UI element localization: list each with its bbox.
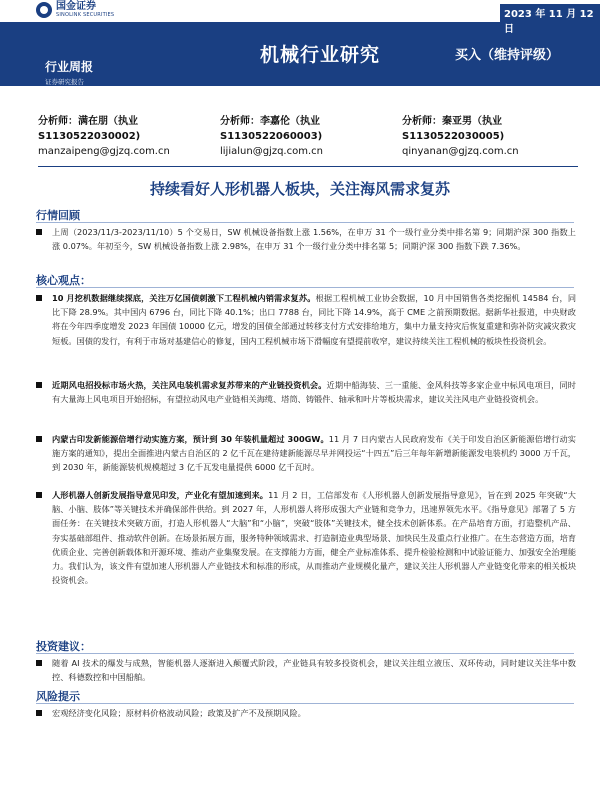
- square-bullet-icon: [36, 706, 42, 720]
- analyst-email[interactable]: manzaipeng@gjzq.com.cn: [38, 146, 170, 157]
- divider: [38, 166, 578, 167]
- report-category: 证券研究报告: [45, 78, 84, 86]
- brand-logo: [36, 0, 114, 20]
- core-point-3: 内蒙古印发新能源倍增行动实施方案，预计到 30 年装机量超过 300GW。11 月 7 日内蒙古人民政府发布《关于印发自治区新能源倍增行动实施方案的通知》，提出全面推进内蒙古自治区的 2 亿千瓦在建待建新能源尽早并网投运“十四五”后三年每年新增新能源发电装机约 3000 万千瓦，到 2030 年，新能源装机规模超过 3 亿千瓦发电量提供 6000 亿千瓦时。: [36, 432, 576, 475]
- section-title-advice: 投资建议：: [36, 640, 91, 653]
- analyst-2: 分析师：李嘉伦（执业 S1130522060003) lijialun@gjzq.com.cn: [220, 114, 400, 159]
- report-type-tag: [45, 58, 93, 86]
- core-point-4: 人形机器人创新发展指导意见印发，产业化有望加速到来。11 月 2 日，工信部发布《人形机器人创新发展指导意见》，旨在到 2025 年突破“大脑、小脑、肢体”等关键技术并确保部件供给。到 2027 年，人形机器人将形成强大产业链和竞争力，迅速界领先水平。《指导意见》部署了 5 方面任务：在关键技术突破方面，打造人形机器人“大脑”和“小脑”，突破“肢体”关键技术，健全技术创新体系。在产品培育方面，打造整机产品、夯实基础部组件、推动软件创新。在场景拓展方面，服务特种领域需求、打造制造业典型场景、加快民生及重点行业推广。在生态营造方面，培育优质企业、完善创新载体和开源环境、推动产业集聚发展。在支撑能力方面，健全产业标准体系、提升检验检测和中试验证能力、加强安全治理能力。我们认为，该文件有望加速人形机器人产业链技术和标准的形成，从而推动产业规模化量产，建议关注人形机器人产业链变化带来的相关板块投资机会。: [36, 488, 576, 587]
- analyst-3: 分析师：秦亚男（执业 S1130522030005) qinyanan@gjzq.com.cn: [402, 114, 582, 159]
- rating-badge: 买入（维持评级）: [455, 48, 560, 63]
- divider: [36, 653, 574, 654]
- report-headline: 持续看好人形机器人板块，关注海风需求复苏: [149, 180, 450, 198]
- report-type: 行业周报: [45, 60, 94, 74]
- risk-paragraph: 宏观经济变化风险；原材料价格波动风险；政策及扩产不及预期风险。: [36, 706, 576, 720]
- report-banner: [0, 0, 600, 108]
- square-bullet-icon: [36, 378, 42, 392]
- logo-en: SINOLINK SECURITIES: [56, 12, 115, 18]
- review-paragraph: 上周（2023/11/3-2023/11/10）5 个交易日，SW 机械设备指数上涨 1.56%，在申万 31 个一级行业分类中排名第 9；同期沪深 300 指数上涨 0.07%。年初至今，SW 机械设备指数上涨 2.98%，在申万 31 个一级行业分类中排名第 5；同期沪深 300 指数下跌 7.36%。: [36, 225, 576, 253]
- section-title-risk: 风险提示: [36, 690, 80, 703]
- report-date: 2023 年 11 月 12 日: [500, 4, 600, 36]
- analyst-email[interactable]: qinyanan@gjzq.com.cn: [402, 146, 519, 157]
- square-bullet-icon: [36, 488, 42, 502]
- divider: [36, 222, 574, 223]
- logo-cn: 国金证券: [56, 1, 96, 12]
- analyst-1: 分析师：满在朋（执业 S1130522030002) manzaipeng@gjzq.com.cn: [38, 114, 218, 159]
- core-point-1: 10 月挖机数据继续探底，关注万亿国债刺激下工程机械内销需求复苏。根据工程机械工业协会数据，10 月中国销售各类挖掘机 14584 台，同比下降 28.9%。其中国内 6796 台，同比下降 40.1%；出口 7788 台，同比下降 14.9%，高于 CME 之前预期数据。据新华社报道，中央财政将在今年四季度增发 2023 年国债 10000 亿元，增发的国债全部通过转移支付方式安排给地方，集中力量支持灾后恢复重建和弥补防灾减灾救灾短板。国债的发行，有利于市场对基建信心的修复，国内工程机械市场下滑幅度有望提前收窄，建议持续关注工程机械的板块性投资机会。: [36, 291, 576, 348]
- logo-icon: [36, 2, 52, 18]
- divider: [36, 287, 574, 288]
- square-bullet-icon: [36, 225, 42, 239]
- section-title-review: 行情回顾: [36, 209, 80, 222]
- section-title-core: 核心观点：: [36, 274, 91, 287]
- square-bullet-icon: [36, 432, 42, 446]
- square-bullet-icon: [36, 656, 42, 670]
- advice-paragraph: 随着 AI 技术的爆发与成熟，智能机器人逐渐进入颠覆式阶段，产业链具有较多投资机会，建议关注组立液压、双环传动，同时建议关注华中数控、科德数控和中国船舶。: [36, 656, 576, 684]
- core-point-2: 近期风电招投标市场火热，关注风电装机需求复苏带来的产业链投资机会。近期中船海装、三一重能、金风科技等多家企业中标风电项目，同时有大量海上风电项目开始招标，有望拉动风电产业链相关海缆、塔筒、铸锻件、轴承和叶片等板块需求，建议关注风电产业链投资机会。: [36, 378, 576, 406]
- page-title: 机械行业研究: [260, 44, 381, 66]
- analyst-block: [38, 114, 578, 164]
- square-bullet-icon: [36, 291, 42, 305]
- analyst-email[interactable]: lijialun@gjzq.com.cn: [220, 146, 323, 157]
- divider: [36, 703, 574, 704]
